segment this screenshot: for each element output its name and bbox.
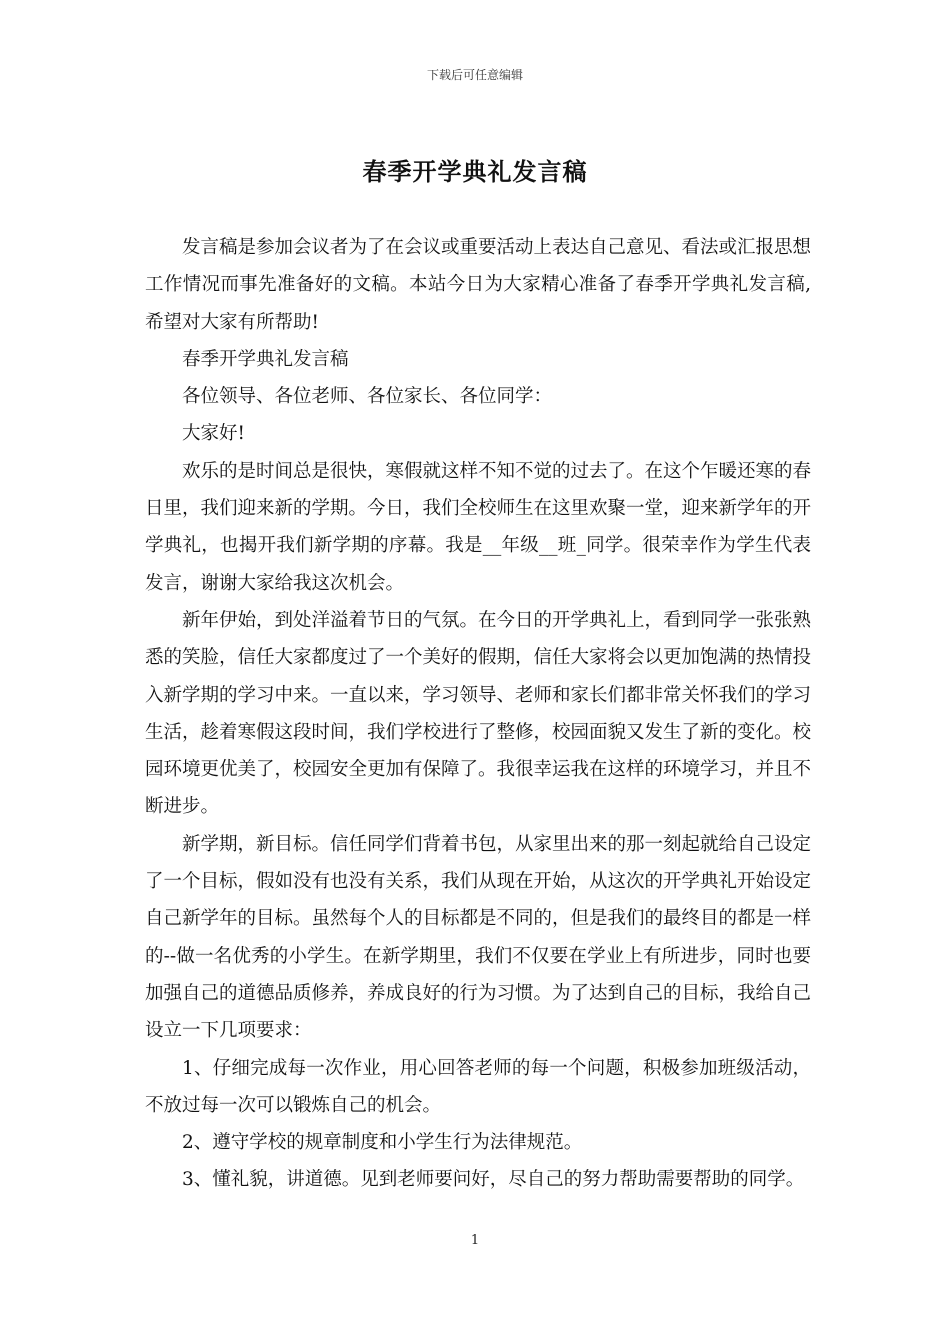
paragraph-list-item: 3、懂礼貌，讲道德。见到老师要问好，尽自己的努力帮助需要帮助的同学。 xyxy=(182,1169,805,1191)
document-title: 春季开学典礼发言稿 xyxy=(362,157,588,186)
paragraph-subtitle: 春季开学典礼发言稿 xyxy=(182,348,349,370)
page-number: 1 xyxy=(470,1233,480,1248)
document-body xyxy=(145,229,811,1199)
paragraph-body: 新学期，新目标。信任同学们背着书包，从家里出来的那一刻起就给自己设定了一个目标，假如没有也没有关系，我们从现在开始，从这次的开学典礼开始设定自己新学年的目标。虽然每个人的目标都是不同的，但是我们的最终目的都是一样的--做一名优秀的小学生。在新学期里，我们不仅要在学业上有所进步，同时也要加强自己的道德品质修养，养成良好的行为习惯。为了达到自己的目标，我给自己设立一下几项要求： xyxy=(145,833,812,1042)
paragraph-body: 新年伊始，到处洋溢着节日的气氛。在今日的开学典礼上，看到同学一张张熟悉的笑脸，信任大家都度过了一个美好的假期，信任大家将会以更加饱满的热情投入新学期的学习中来。一直以来，学习领导、老师和家长们都非常关怀我们的学习生活，趁着寒假这段时间，我们学校进行了整修，校园面貌又发生了新的变化。校园环境更优美了，校园安全更加有保障了。我很幸运我在这样的环境学习，并且不断进步。 xyxy=(145,609,812,818)
page-header-note: 下载后可任意编辑 xyxy=(426,68,523,82)
paragraph-list-item: 1、仔细完成每一次作业，用心回答老师的每一个问题，积极参加班级活动，不放过每一次可以锻炼自己的机会。 xyxy=(145,1057,811,1116)
paragraph-salutation: 各位领导、各位老师、各位家长、各位同学： xyxy=(182,386,553,408)
paragraph-list-item: 2、遵守学校的规章制度和小学生行为法律规范。 xyxy=(182,1132,583,1154)
paragraph-intro: 发言稿是参加会议者为了在会议或重要活动上表达自己意见、看法或汇报思想工作情况而事先准备好的文稿。本站今日为大家精心准备了春季开学典礼发言稿,希望对大家有所帮助! xyxy=(145,237,812,333)
paragraph-body: 欢乐的是时间总是很快，寒假就这样不知不觉的过去了。在这个乍暖还寒的春日里，我们迎来新的学期。今日，我们全校师生在这里欢聚一堂，迎来新学年的开学典礼，也揭开我们新学期的序幕。我是__年级__班_同学。很荣幸作为学生代表发言，谢谢大家给我这次机会。 xyxy=(145,460,812,594)
paragraph-greeting: 大家好! xyxy=(182,423,245,445)
